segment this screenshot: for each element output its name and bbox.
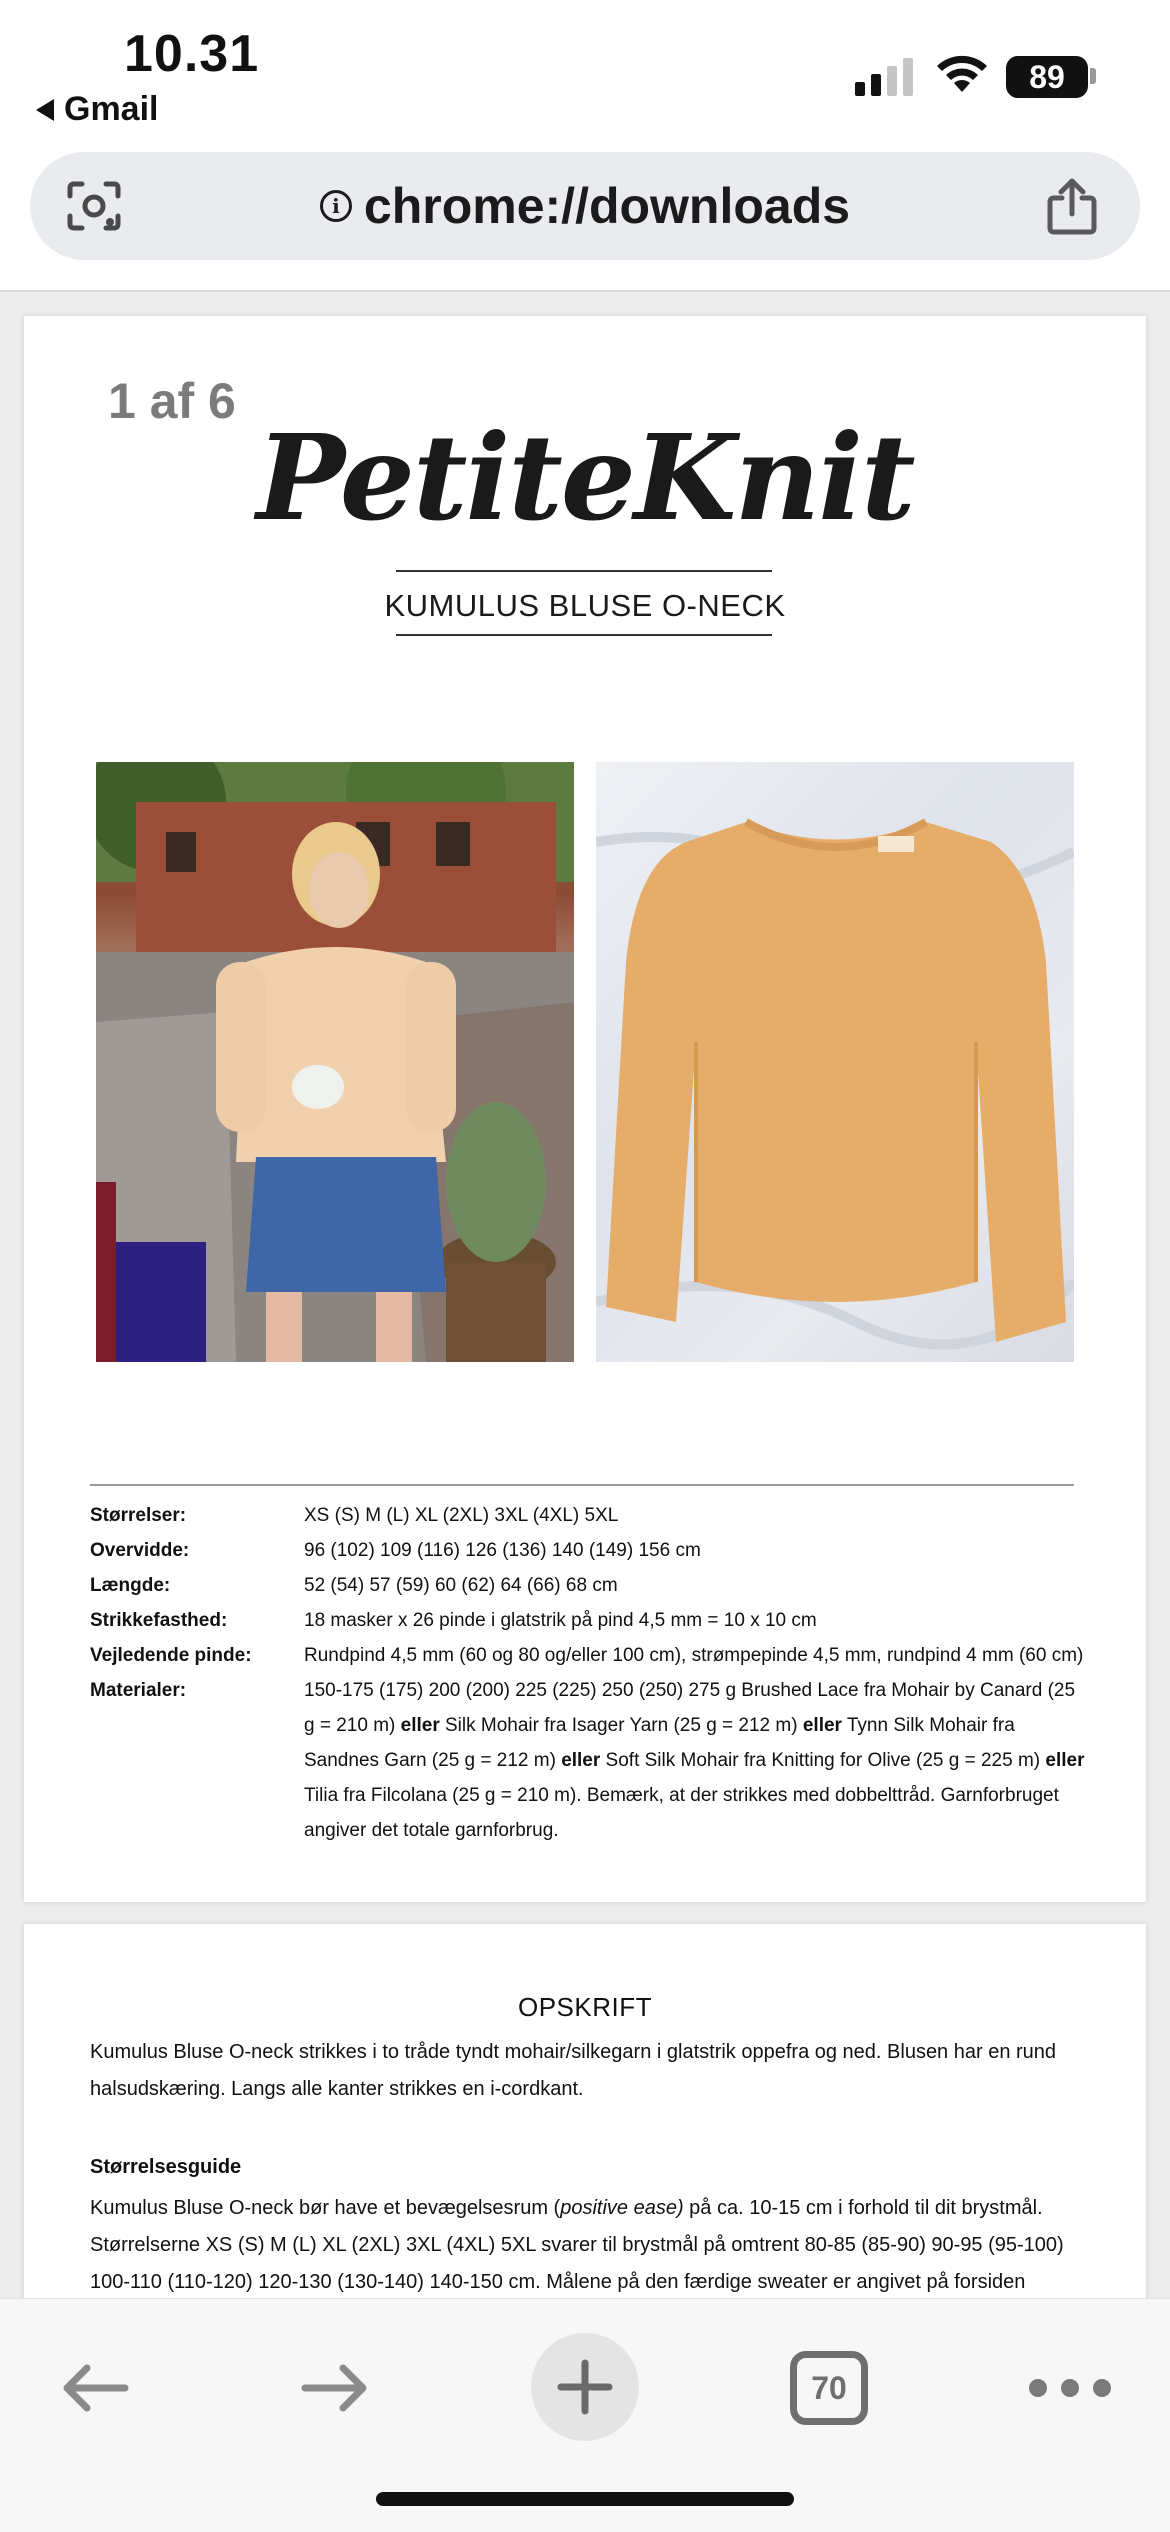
battery-tip [1090, 68, 1096, 84]
dot [1029, 2379, 1047, 2397]
sweater-photo [596, 762, 1074, 1362]
size-guide-heading: Størrelsesguide [90, 2156, 242, 2178]
wifi-icon [934, 52, 990, 94]
spec-row-sizes [90, 1498, 1090, 1533]
spec-table-rule [90, 1484, 1074, 1486]
arrow-left-icon [59, 2363, 129, 2413]
dot [1093, 2379, 1111, 2397]
pdf-viewer[interactable] [0, 292, 1170, 2298]
spec-label: Længde: [90, 1575, 171, 1596]
back-app-label: Gmail [64, 90, 159, 128]
pdf-page-1 [24, 316, 1146, 1902]
spec-row-length [90, 1568, 1090, 1603]
share-icon[interactable] [1044, 176, 1100, 236]
url-text: chrome://downloads [363, 178, 851, 234]
spec-table [90, 1498, 1090, 1848]
spec-value: Rundpind 4,5 mm (60 og 80 og/eller 100 cm), strømpepinde 4,5 mm, rundpind 4 mm (60 cm) [304, 1645, 1084, 1666]
tab-switcher-button[interactable]: 70 [790, 2351, 868, 2425]
title-rule-top [396, 570, 772, 572]
materials-value: 150-175 (175) 200 (200) 225 (225) 250 (250) 275 g Brushed Lace fra Mohair by Canard (25 g = 210 m) eller Silk Mohair fra Isager Yarn (25 g = 212 m) eller Tynn Silk Mohair fra Sandnes Garn (25 g = 212 m) eller Soft Silk Mohair fra Knitting for Olive (25 g = 225 m) eller Tilia fra Filcolana (25 g = 210 m). Bemærk, at der strikkes med dobbelttråd. Garnforbruget angiver det totale garnforbrug. [304, 1680, 1085, 1841]
title-rule-bottom [396, 634, 772, 636]
address-bar[interactable] [30, 152, 1140, 260]
intro-paragraph: Kumulus Bluse O-neck strikkes i to tråde tyndt mohair/silkegarn i glatstrik oppefra og ned. Blusen har en rund halsudskæring. Langs alle kanter strikkes en i-cordkant. [90, 2041, 1057, 2100]
info-icon[interactable]: i [320, 190, 352, 222]
home-indicator [376, 2492, 794, 2506]
new-tab-button[interactable] [531, 2333, 639, 2441]
brand-logo: PetiteKnit [256, 408, 914, 547]
arrow-right-icon [301, 2363, 371, 2413]
spec-row-gauge [90, 1603, 1090, 1638]
spec-label: Størrelser: [90, 1505, 187, 1526]
spec-value: 96 (102) 109 (116) 126 (136) 140 (149) 156 cm [304, 1540, 701, 1561]
dot [1061, 2379, 1079, 2397]
spec-row-materials [90, 1673, 1090, 1848]
back-button[interactable] [48, 2335, 140, 2441]
size-guide-paragraph: Kumulus Bluse O-neck bør have et bevægelsesrum (positive ease) på ca. 10-15 cm i forhold til dit brystmål. Størrelserne XS (S) M (L) XL (2XL) 3XL (4XL) 5XL svarer til brystmål på omtrent 80-85 (85-90) 90-95 (95-100) 100-110 (110-120) 120-130 (130-140) 140-150 cm. Målene på den færdige sweater er angivet på forsiden [90, 2197, 1064, 2293]
status-time: 10.31 [124, 25, 260, 83]
spec-label: Vejledende pinde: [90, 1645, 252, 1666]
back-to-app-link[interactable] [36, 90, 158, 129]
spec-label: Overvidde: [90, 1540, 190, 1561]
forward-button[interactable] [290, 2335, 382, 2441]
spec-value: XS (S) M (L) XL (2XL) 3XL (4XL) 5XL [304, 1505, 619, 1526]
back-triangle-icon [36, 99, 54, 121]
spec-value: 52 (54) 57 (59) 60 (62) 64 (66) 68 cm [304, 1575, 618, 1596]
page-indicator: 1 af 6 [108, 373, 236, 429]
spec-value: 18 masker x 26 pinde i glatstrik på pind 4,5 mm = 10 x 10 cm [304, 1610, 817, 1631]
more-dots-icon[interactable] [1010, 2335, 1130, 2441]
url-display[interactable] [30, 152, 1140, 260]
pattern-title: KUMULUS BLUSE O-NECK [384, 588, 786, 623]
spec-label: Strikkefasthed: [90, 1610, 228, 1631]
cellular-signal-icon [855, 58, 913, 96]
section-title: OPSKRIFT [517, 1992, 652, 2022]
spec-label: Materialer: [90, 1680, 187, 1701]
spec-row-needles [90, 1638, 1090, 1673]
plus-icon [557, 2359, 613, 2415]
spec-row-chest [90, 1533, 1090, 1568]
battery-icon: 89 [1006, 56, 1088, 98]
status-bar [0, 0, 1170, 140]
pdf-page-2 [24, 1924, 1146, 2298]
model-photo [96, 762, 574, 1362]
